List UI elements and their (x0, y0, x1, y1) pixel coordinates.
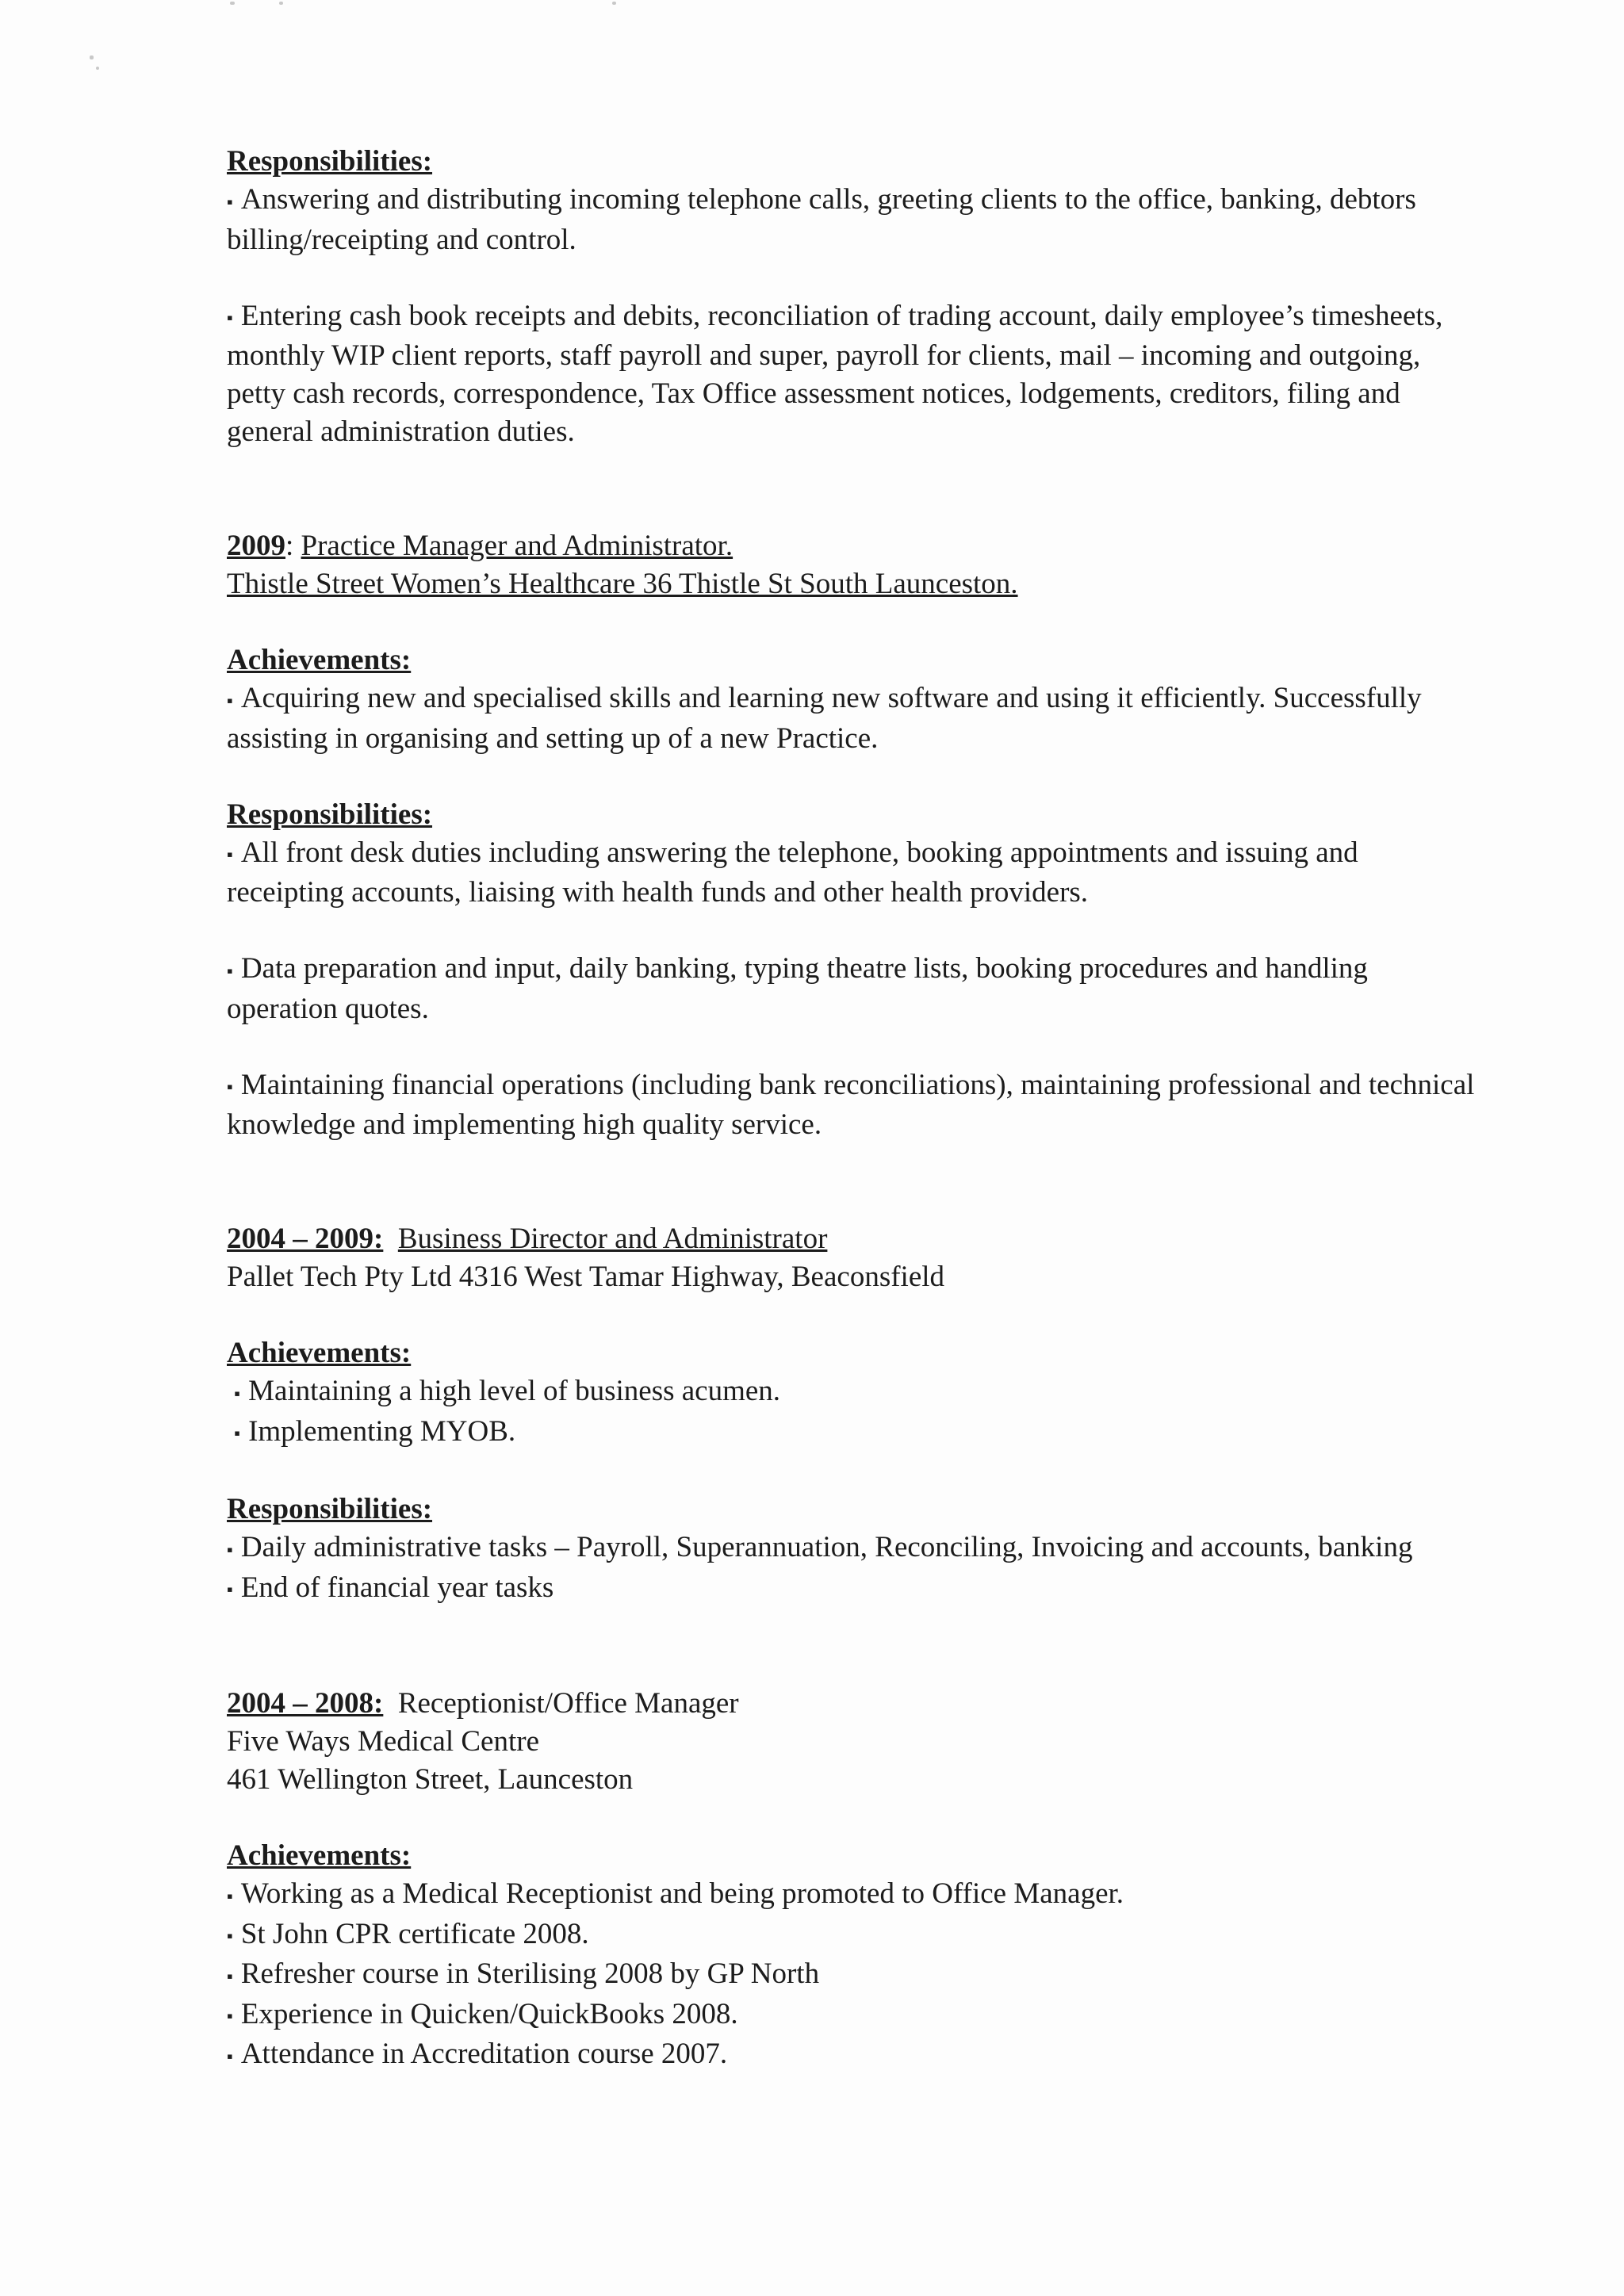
responsibility-item (227, 1066, 1480, 1145)
achievement-item (227, 1413, 1480, 1453)
achievement-item (227, 679, 1480, 758)
bullet-icon: ▪ (227, 1926, 233, 1946)
achievements-heading: Achievements: (227, 1839, 412, 1873)
achievement-text: Implementing MYOB. (248, 1414, 516, 1448)
achievement-item (227, 1955, 1480, 1996)
bullet-icon: ▪ (227, 1965, 233, 1986)
responsibility-item (227, 181, 1480, 259)
responsibilities-heading: Responsibilities: (227, 145, 433, 178)
achievement-text: Attendance in Accreditation course 2007. (240, 2038, 728, 2071)
bullet-icon: ▪ (227, 690, 233, 710)
job-employer: Five Ways Medical Centre (227, 1725, 539, 1758)
scan-speck (96, 67, 99, 70)
bullet-icon: ▪ (234, 1423, 241, 1444)
scan-speck (230, 2, 235, 5)
job-year: 2009 (227, 530, 285, 563)
responsibility-item (227, 297, 1480, 452)
achievement-item (227, 1875, 1480, 1915)
achievement-text: Refresher course in Sterilising 2008 by GP North (240, 1957, 820, 1991)
responsibility-item (227, 950, 1480, 1028)
achievement-text: Working as a Medical Receptionist and being promoted to Office Manager. (240, 1877, 1124, 1911)
bullet-icon: ▪ (227, 1539, 233, 1559)
responsibility-item (227, 834, 1480, 913)
bullet-icon: ▪ (227, 2045, 233, 2066)
achievement-text: Acquiring new and specialised skills and learning new software and using it efficiently. Successfully assisting in organising and setting up of a new Practice. (227, 682, 1422, 755)
job-year: 2004 – 2008: (227, 1687, 384, 1720)
bullet-icon: ▪ (227, 844, 233, 865)
achievement-text: Maintaining a high level of business acumen. (248, 1375, 781, 1408)
achievement-text: Experience in Quicken/QuickBooks 2008. (240, 1997, 738, 2030)
responsibilities-heading: Responsibilities: (227, 1493, 433, 1526)
job-header: 2009: Practice Manager and Administrator. (227, 530, 733, 563)
bullet-icon: ▪ (227, 191, 233, 212)
job-title: Business Director and Administrator (397, 1223, 828, 1256)
responsibilities-heading: Responsibilities: (227, 798, 433, 831)
responsibility-text: Answering and distributing incoming telephone calls, greeting clients to the office, banking, debtors billing/receipting and control. (227, 183, 1416, 256)
bullet-icon: ▪ (227, 1579, 233, 1600)
responsibility-text: All front desk duties including answering the telephone, booking appointments and issuing and receipting accounts, liaising with health funds and other health providers. (227, 836, 1358, 909)
bullet-icon: ▪ (227, 308, 233, 328)
responsibility-item (227, 1569, 1480, 1609)
responsibility-item (227, 1529, 1480, 1569)
job-address: 461 Wellington Street, Launceston (227, 1763, 634, 1797)
responsibility-text: Entering cash book receipts and debits, reconciliation of trading account, daily employee’s timesheets, monthly WIP client reports, staff payroll and super, payroll for clients, mail – incoming and outgoing, petty cash records, correspondence, Tax Office assessment notices, lodgements, creditors, filing and general administration duties. (227, 299, 1443, 449)
bullet-icon: ▪ (227, 1077, 233, 1097)
responsibility-text: Maintaining financial operations (including bank reconciliations), maintaining professional and technical knowledge and implementing high quality service. (227, 1068, 1475, 1142)
job-year: 2004 – 2009: (227, 1223, 384, 1256)
achievement-text: St John CPR certificate 2008. (240, 1917, 589, 1950)
job-employer: Pallet Tech Pty Ltd 4316 West Tamar Highway, Beaconsfield (227, 1261, 945, 1294)
job-title: Practice Manager and Administrator. (301, 530, 733, 563)
achievement-item (227, 1915, 1480, 1956)
responsibility-text: End of financial year tasks (240, 1571, 554, 1604)
job-employer: Thistle Street Women’s Healthcare 36 Thistle St South Launceston. (227, 568, 1018, 601)
bullet-icon: ▪ (227, 1885, 233, 1906)
responsibility-text: Data preparation and input, daily banking, typing theatre lists, booking procedures and handling operation quotes. (227, 952, 1368, 1025)
bullet-icon: ▪ (227, 960, 233, 981)
scan-speck (90, 55, 94, 59)
bullet-icon: ▪ (234, 1383, 241, 1403)
achievements-heading: Achievements: (227, 644, 412, 677)
scan-speck (612, 2, 616, 5)
job-header (227, 1220, 1480, 1258)
scan-speck (279, 2, 283, 5)
bullet-icon: ▪ (227, 2006, 233, 2026)
resume-content (227, 143, 1480, 2076)
achievement-item (227, 1372, 1480, 1413)
responsibility-text: Daily administrative tasks – Payroll, Superannuation, Reconciling, Invoicing and accounts, banking (240, 1531, 1413, 1564)
achievements-heading: Achievements: (227, 1337, 412, 1370)
job-header (227, 1685, 1480, 1723)
achievement-item (227, 1996, 1480, 2036)
achievement-item (227, 2035, 1480, 2076)
job-title: Receptionist/Office Manager (397, 1687, 739, 1720)
